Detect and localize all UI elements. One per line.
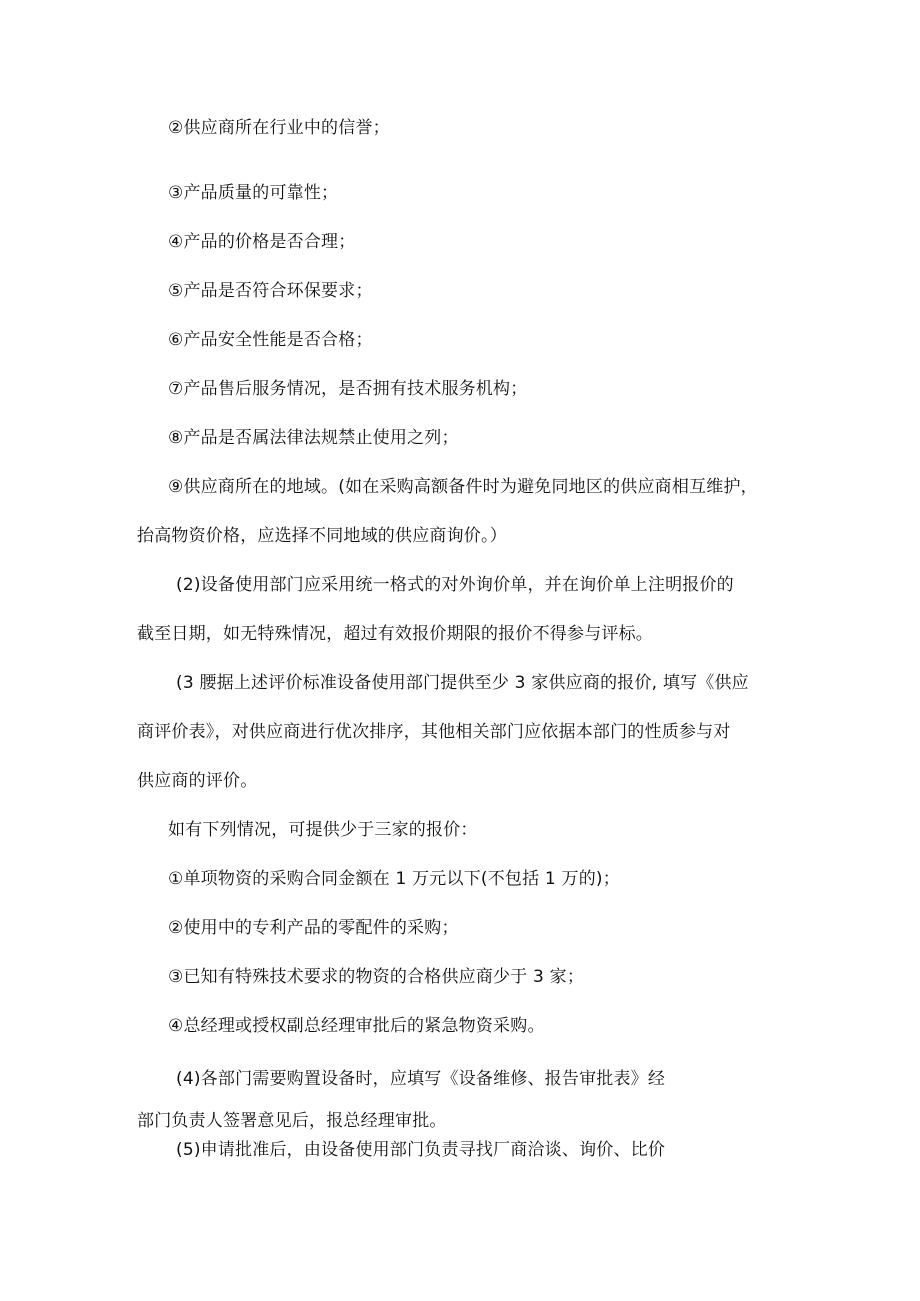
- exception-2-patent: ②使用中的专利产品的零配件的采购；: [168, 918, 459, 938]
- criterion-9-region: ⑨供应商所在的地域。(如在采购高额备件时为避免同地区的供应商相互维护，: [168, 477, 758, 497]
- criterion-2-reputation: ②供应商所在行业中的信誉；: [168, 118, 390, 138]
- paragraph-4-purchase-cont: 部门负责人签署意见后，报总经理审批。: [137, 1111, 447, 1131]
- exceptions-intro: 如有下列情况，可提供少于三家的报价：: [168, 820, 478, 840]
- paragraph-2-inquiry-cont: 截至日期，如无特殊情况，超过有效报价期限的报价不得参与评标。: [137, 624, 653, 644]
- exception-1-amount: ①单项物资的采购合同金额在 1 万元以下(不包括 1 万的)；: [168, 869, 620, 889]
- paragraph-5-approval: (5)申请批准后，由设备使用部门负责寻找厂商洽谈、询价、比价: [176, 1140, 666, 1160]
- criterion-3-reliability: ③产品质量的可靠性；: [168, 183, 339, 203]
- criterion-5-environment: ⑤产品是否符合环保要求；: [168, 281, 373, 301]
- criterion-9-region-cont: 抬高物资价格，应选择不同地域的供应商询价。）: [137, 526, 507, 546]
- paragraph-3-evaluation: (3 腰据上述评价标准设备使用部门提供至少 3 家供应商的报价, 填写《供应: [176, 673, 749, 693]
- paragraph-4-purchase: (4)各部门需要购置设备时，应填写《设备维修、报告审批表》经: [176, 1069, 666, 1089]
- criterion-4-price: ④产品的价格是否合理；: [168, 232, 356, 252]
- paragraph-3-evaluation-end: 供应商的评价。: [137, 771, 258, 791]
- criterion-7-after-sales: ⑦产品售后服务情况，是否拥有技术服务机构；: [168, 379, 528, 399]
- paragraph-2-inquiry: (2)设备使用部门应采用统一格式的对外询价单，并在询价单上注明报价的: [176, 575, 734, 595]
- exception-4-urgent: ④总经理或授权副总经理审批后的紧急物资采购。: [168, 1016, 545, 1036]
- paragraph-3-evaluation-cont: 商评价表》，对供应商进行优次排序，其他相关部门应依据本部门的性质参与对: [137, 722, 731, 742]
- criterion-6-safety: ⑥产品安全性能是否合格；: [168, 330, 373, 350]
- criterion-8-legal: ⑧产品是否属法律法规禁止使用之列；: [168, 428, 459, 448]
- exception-3-special: ③已知有特殊技术要求的物资的合格供应商少于 3 家；: [168, 967, 585, 987]
